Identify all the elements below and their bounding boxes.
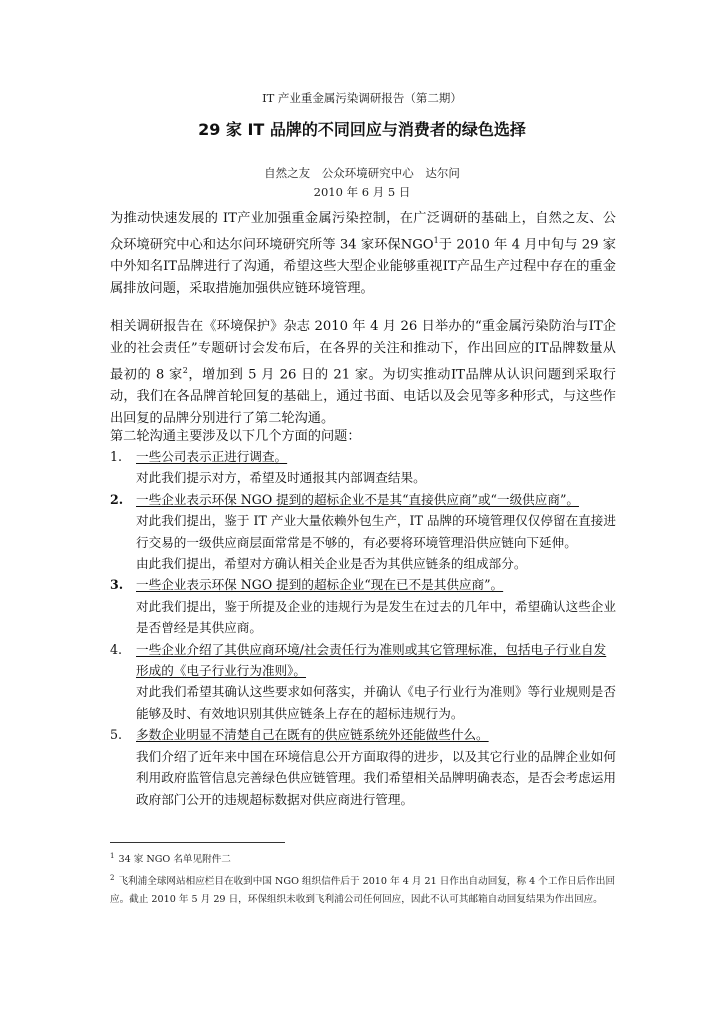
footnote xyxy=(110,847,616,869)
footnote-mark: 2 xyxy=(110,874,115,883)
footnote-ref-2: 2 xyxy=(182,366,188,375)
issue-number: 4. xyxy=(110,641,123,657)
issue-item xyxy=(110,639,616,725)
issue-heading: 一些企业表示环保 NGO 提到的超标企业不是其“直接供应商”或“一级供应商”。 xyxy=(136,491,579,507)
report-title: 29 家 IT 品牌的不同回应与消费者的绿色选择 xyxy=(198,120,526,139)
issue-response: 由此我们提出，希望对方确认相关企业是否为其供应链条的组成部分。 xyxy=(136,556,527,572)
issue-response: 对此我们提出，鉴于所提及企业的违规行为是发生在过去的几年中，希望确认这些企业是否曾经是其供应商。 xyxy=(136,598,616,636)
issue-item xyxy=(110,446,616,489)
report-authors: 自然之友 公众环境研究中心 达尔问 xyxy=(264,166,460,180)
footnote-ref-1: 1 xyxy=(433,236,439,245)
footnote-text: 34 家 NGO 名单见附件二 xyxy=(118,854,231,866)
issue-heading: 一些公司表示正进行调查。 xyxy=(136,449,288,464)
issue-item xyxy=(110,724,616,810)
footnotes xyxy=(110,847,616,909)
paragraph-1-text-a: 为推动快速发展的 IT产业加强重金属污染控制，在广泛调研的基础上，自然之友、公众环境研究中心和达尔问环境研究所等 34 家环保NGO xyxy=(110,211,616,253)
report-date: 2010 年 6 月 5 日 xyxy=(313,185,411,199)
footnote-mark: 1 xyxy=(110,852,115,860)
paragraph-2-text-a: 相关调研报告在《环境保护》杂志 2010 年 4 月 26 日举办的“重金属污染防治与IT企业的社会责任”专题研讨会发布后，在各界的关注和推动下，作出回应的IT品牌数量从最初的 8 家 xyxy=(110,319,616,383)
issue-item xyxy=(110,574,616,638)
issue-heading: 多数企业明显不清楚自己在既有的供应链系统外还能做些什么。 xyxy=(136,727,489,743)
issue-heading: 一些企业表示环保 NGO 提到的超标企业“现在已不是其供应商”。 xyxy=(136,577,504,593)
issue-number: 2. xyxy=(110,491,124,507)
issue-number: 5. xyxy=(110,727,123,743)
paragraph-1-text-b: 于 2010 年 4 月中旬与 29 家中外知名IT品牌进行了沟通，希望这些大型企业能够重视IT产品生产过程中存在的重金属排放问题，采取措施加强供应链环境管理。 xyxy=(110,237,616,297)
issue-number: 3. xyxy=(110,577,124,593)
issue-number: 1. xyxy=(110,449,123,464)
paragraph-2 xyxy=(110,316,616,430)
footnote-divider xyxy=(110,842,285,843)
paragraph-1 xyxy=(110,208,616,300)
issue-response: 我们介绍了近年来中国在环境信息公开方面取得的进步，以及其它行业的品牌企业如何利用政府监管信息完善绿色供应链管理。我们希望相关品牌明确表态，是否会考虑运用政府部门公开的违规超标数据对供应商进行管理。 xyxy=(136,748,616,807)
issues-list xyxy=(110,446,616,810)
issues-intro: 第二轮沟通主要涉及以下几个方面的问题： xyxy=(110,429,361,444)
report-subtitle: IT 产业重金属污染调研报告（第二期） xyxy=(262,91,462,105)
footnote-text: 飞利浦全球网站相应栏目在收到中国 NGO 组织信件后于 2010 年 4 月 21 日作出自动回复，称 4 个工作日后作出回应。截止 2010 年 5 月 29 日，环保组织未收到飞利浦公司任何回应，因此不认可其邮箱自动回复结果为作出回应。 xyxy=(110,876,616,906)
paragraph-2-text-b: ，增加到 5 月 26 日的 21 家。为切实推动IT品牌从认识问题到采取行动，我们在各品牌首轮回复的基础上，通过书面、电话以及会见等多种形式，与这些作出回复的品牌分别进行了第二轮沟通。 xyxy=(110,367,616,427)
issue-heading: 一些企业介绍了其供应商环境/社会责任行为准则或其它管理标准，包括电子行业自发形成的《电子行业行为准则》。 xyxy=(136,641,607,679)
footnote xyxy=(110,869,616,909)
issue-response: 对此我们提出，鉴于 IT 产业大量依赖外包生产，IT 品牌的环境管理仅仅停留在直接进行交易的一级供应商层面常常是不够的，有必要将环境管理沿供应链向下延伸。 xyxy=(136,513,616,550)
issue-item xyxy=(110,489,616,575)
issue-response: 对此我们希望其确认这些要求如何落实，并确认《电子行业行为准则》等行业规则是否能够及时、有效地识别其供应链条上存在的超标违规行为。 xyxy=(136,684,616,721)
issue-response: 对此我们提示对方，希望及时通报其内部调查结果。 xyxy=(136,470,426,486)
